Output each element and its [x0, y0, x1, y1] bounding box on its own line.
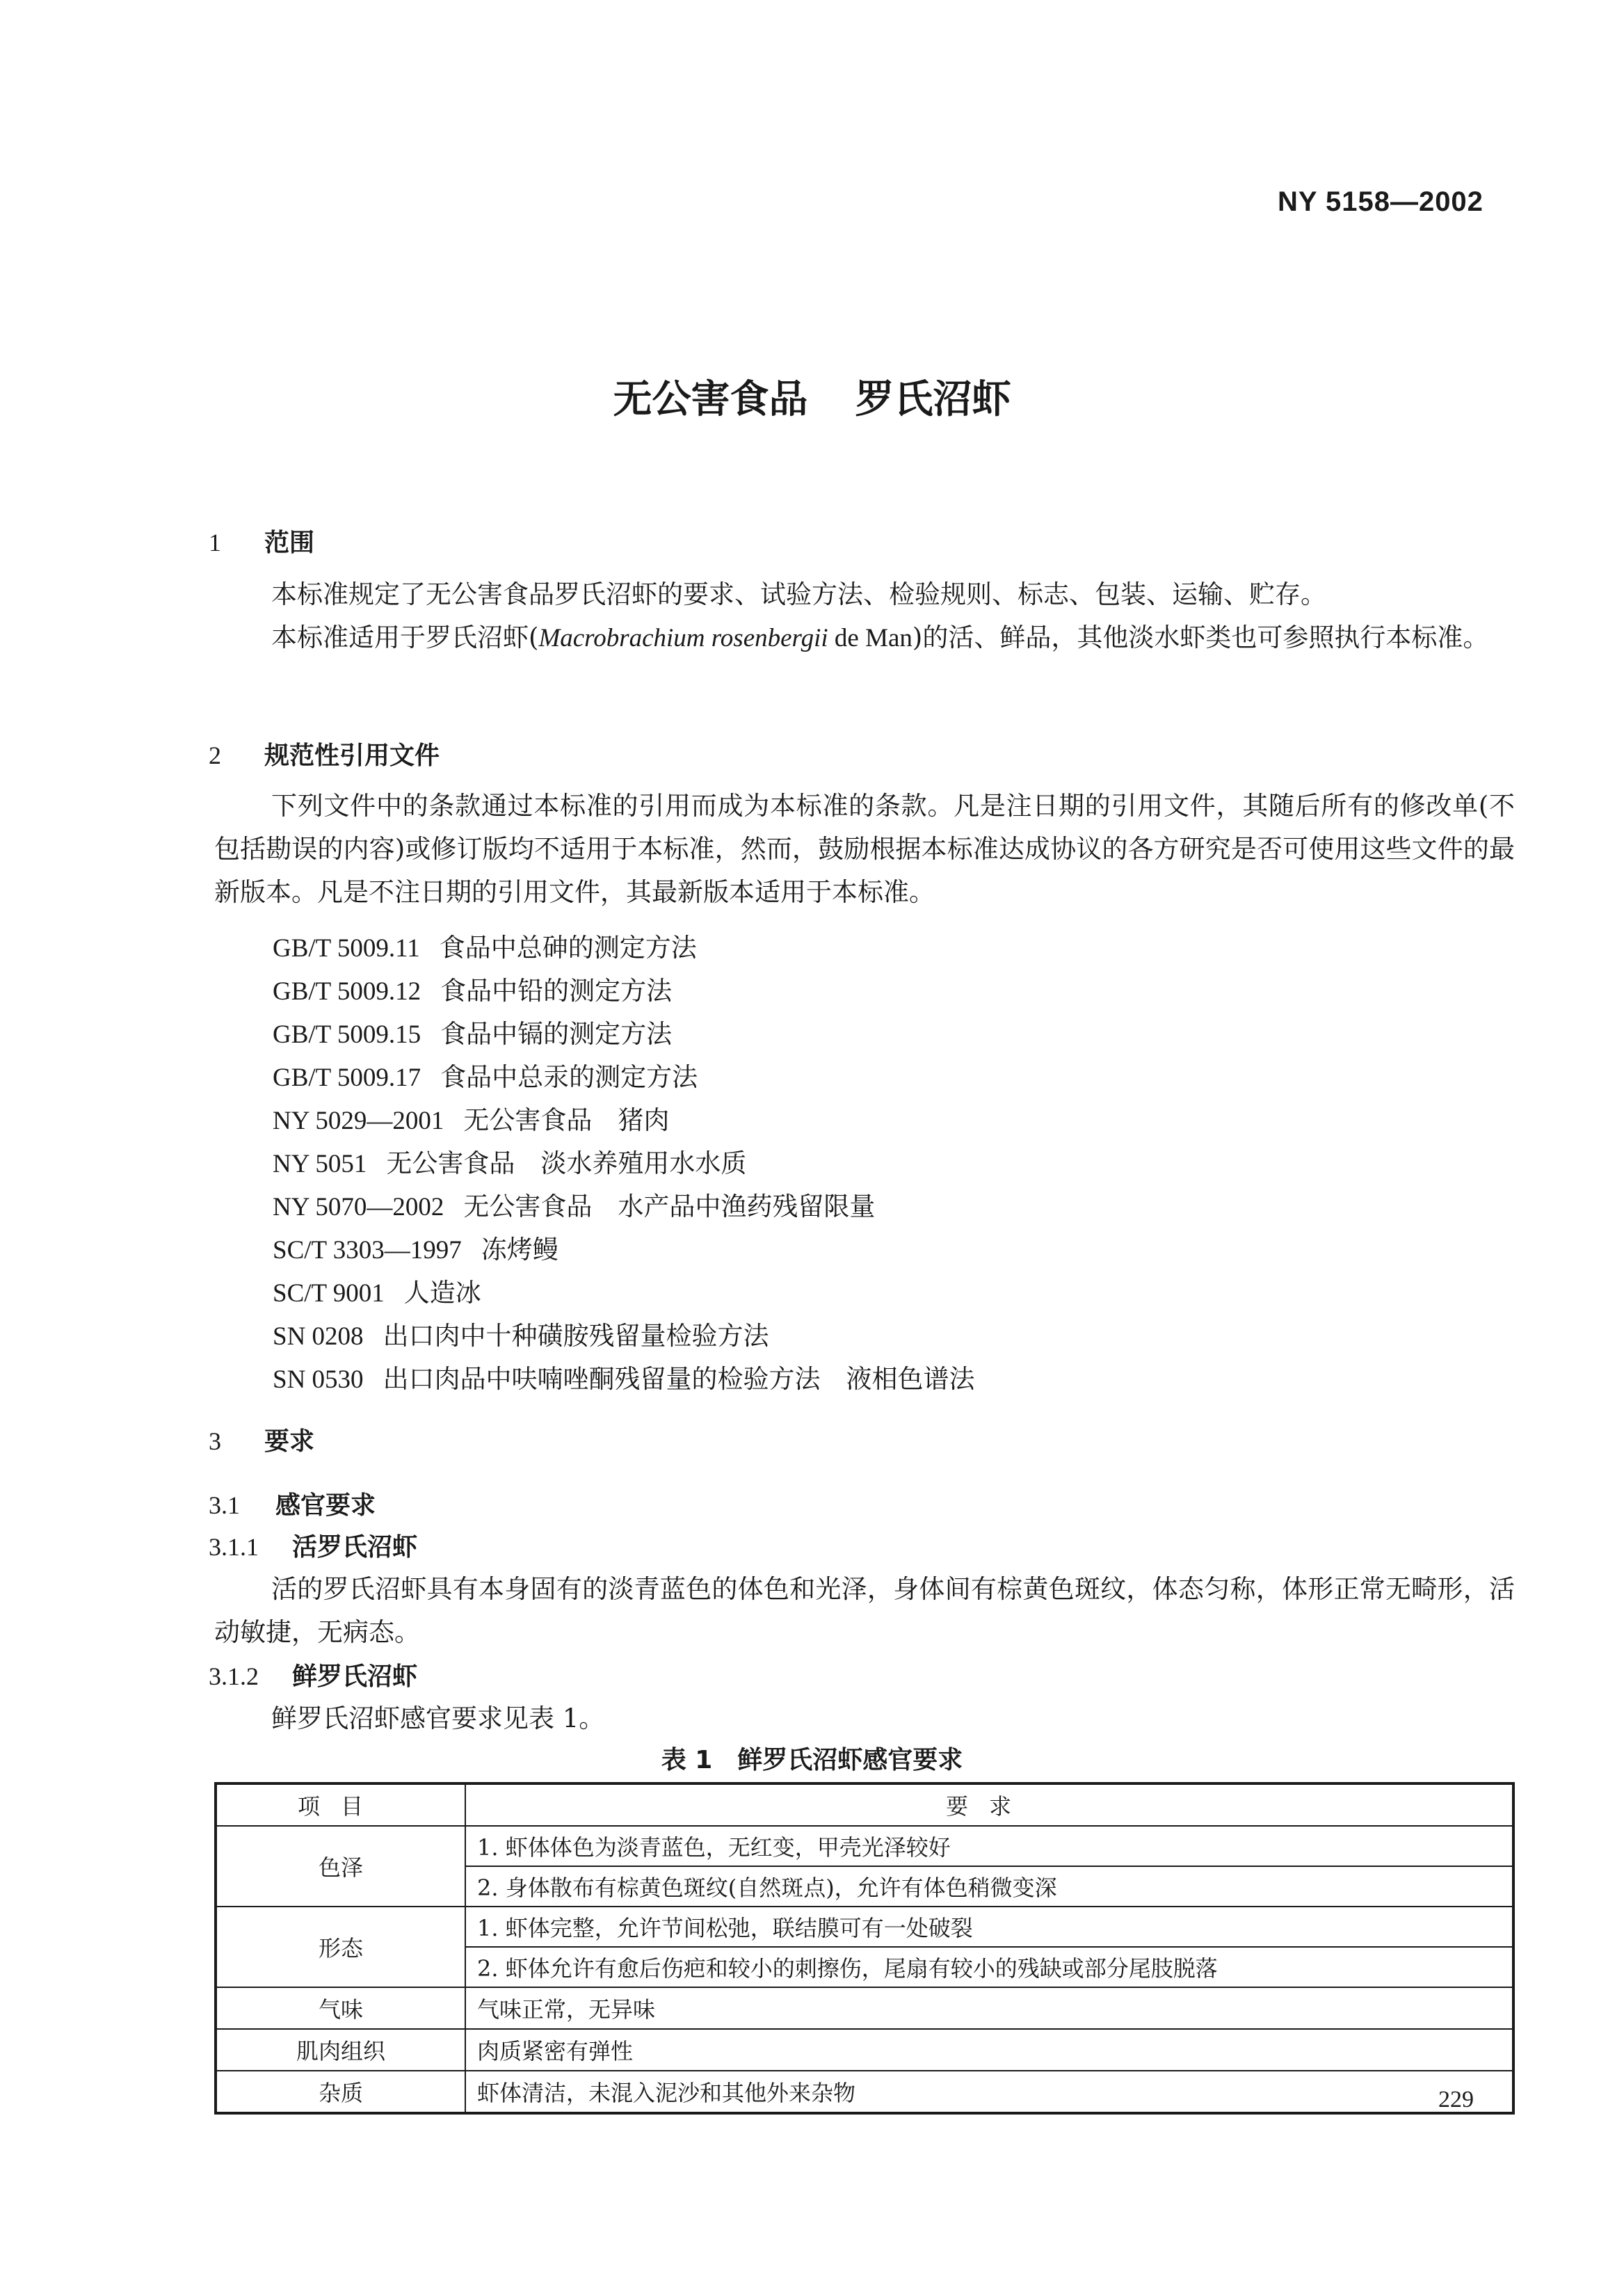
reference-item: [273, 970, 672, 1007]
reference-name: 食品中总汞的测定方法: [440, 1062, 698, 1092]
section-3-1-heading: [209, 1486, 376, 1521]
table-header-row: [216, 1783, 1513, 1826]
reference-code: GB/T 5009.15: [273, 1020, 421, 1049]
standard-number: NY 5158—2002: [1278, 186, 1484, 217]
section-3-1-1-paragraph: 活的罗氏沼虾具有本身固有的淡青蓝色的体色和光泽，身体间有棕黄色斑纹，体态匀称，体形正常无畸形，活动敏捷，无病态。: [214, 1574, 1515, 1647]
row-requirement: 1. 虾体体色为淡青蓝色，无红变，甲壳光泽较好: [465, 1826, 1513, 1866]
section-1-paragraph-2: [214, 616, 1515, 660]
section-number: 3.1.2: [209, 1662, 259, 1690]
reference-name: 无公害食品 猪肉: [463, 1105, 670, 1135]
section-title: 活罗氏沼虾: [292, 1533, 418, 1562]
row-requirement: 2. 虾体允许有愈后伤疤和较小的刺擦伤，尾扇有较小的残缺或部分尾肢脱落: [465, 1947, 1513, 1987]
row-requirement: 1. 虾体完整，允许节间松弛，联结膜可有一处破裂: [465, 1907, 1513, 1947]
reference-item: [273, 1099, 669, 1137]
reference-name: 无公害食品 水产品中渔药残留限量: [463, 1192, 876, 1221]
row-requirement: 气味正常，无异味: [465, 1987, 1513, 2029]
section-2-heading: [209, 736, 440, 771]
table-row: [216, 2029, 1513, 2071]
section-3-1-2-heading: [209, 1657, 417, 1692]
section-1-paragraph-1: 本标准规定了无公害食品罗氏沼虾的要求、试验方法、检验规则、标志、包装、运输、贮存。: [271, 579, 1326, 609]
section-number: 3.1.1: [209, 1533, 259, 1561]
section-2-paragraph: 下列文件中的条款通过本标准的引用而成为本标准的条款。凡是注日期的引用文件，其随后所有的修改单(不包括勘误的内容)或修订版均不适用于本标准，然而，鼓励根据本标准达成协议的各方研究是否可使用这些文件的最新版本。凡是不注日期的引用文件，其最新版本适用于本标准。: [214, 791, 1515, 907]
reference-code: NY 5070—2002: [273, 1193, 444, 1221]
section-title: 鲜罗氏沼虾: [292, 1662, 418, 1691]
title-part-1: 无公害食品: [613, 377, 808, 422]
reference-item: [273, 1142, 746, 1180]
scope-text-after: )的活、鲜品，其他淡水虾类也可参照执行本标准。: [912, 623, 1489, 652]
reference-code: GB/T 5009.17: [273, 1064, 421, 1092]
reference-name: 食品中镉的测定方法: [440, 1019, 673, 1049]
table-row: [216, 1826, 1513, 1866]
reference-code: SN 0208: [273, 1322, 364, 1351]
row-requirement: 肉质紧密有弹性: [465, 2029, 1513, 2071]
table-row: [216, 1987, 1513, 2029]
row-item: 色泽: [216, 1826, 465, 1907]
page-number: 229: [1438, 2087, 1474, 2112]
header-item: 项目: [216, 1783, 465, 1826]
title-part-2: 罗氏沼虾: [855, 377, 1011, 422]
species-author: de Man: [828, 624, 913, 652]
table-1-caption: [0, 1740, 1624, 1776]
header-requirement: 要求: [465, 1783, 1513, 1826]
row-item: 形态: [216, 1907, 465, 1987]
reference-name: 出口肉品中呋喃唑酮残留量的检验方法 液相色谱法: [383, 1364, 975, 1394]
row-item: 气味: [216, 1987, 465, 2029]
row-item: 杂质: [216, 2071, 465, 2113]
section-title: 范围: [264, 529, 315, 557]
reference-name: 无公害食品 淡水养殖用水水质: [386, 1148, 747, 1178]
reference-item: [273, 1013, 672, 1050]
row-item: 肌肉组织: [216, 2029, 465, 2071]
reference-code: SC/T 9001: [273, 1279, 385, 1308]
reference-name: 食品中铅的测定方法: [440, 976, 673, 1006]
section-3-1-1-heading: [209, 1527, 417, 1563]
section-number: 3.1: [209, 1491, 240, 1519]
reference-code: GB/T 5009.11: [273, 934, 420, 963]
section-title: 规范性引用文件: [264, 741, 440, 770]
reference-item: [273, 927, 697, 964]
section-number: 2: [209, 741, 221, 769]
sensory-requirements-table: [214, 1782, 1515, 2115]
reference-name: 食品中总砷的测定方法: [439, 933, 697, 963]
section-title: 感官要求: [275, 1491, 376, 1520]
reference-code: NY 5029—2001: [273, 1107, 444, 1135]
reference-code: SN 0530: [273, 1365, 364, 1394]
table-row: [216, 2071, 1513, 2113]
table-caption-text: 鲜罗氏沼虾感官要求: [737, 1746, 963, 1774]
reference-name: 冻烤鳗: [481, 1235, 558, 1265]
section-3-1-2-paragraph: 鲜罗氏沼虾感官要求见表 1。: [271, 1703, 605, 1733]
reference-code: GB/T 5009.12: [273, 977, 421, 1006]
scope-text-before: 本标准适用于罗氏沼虾(: [271, 623, 539, 652]
species-latin-name: Macrobrachium rosenbergii: [538, 624, 828, 652]
reference-item: [273, 1315, 769, 1352]
table-caption-number: 表 1: [661, 1746, 713, 1774]
reference-name: 人造冰: [403, 1278, 481, 1308]
reference-code: SC/T 3303—1997: [273, 1236, 462, 1265]
section-1-heading: [209, 523, 314, 559]
section-3-heading: [209, 1422, 314, 1457]
table-row: [216, 1907, 1513, 1947]
row-requirement: 虾体清洁，未混入泥沙和其他外来杂物: [465, 2071, 1513, 2113]
reference-item: [273, 1185, 875, 1223]
section-number: 1: [209, 529, 221, 556]
section-number: 3: [209, 1427, 221, 1455]
reference-code: NY 5051: [273, 1150, 367, 1178]
reference-name: 出口肉中十种磺胺残留量检验方法: [383, 1321, 769, 1351]
reference-item: [273, 1056, 698, 1093]
document-title: [0, 369, 1624, 424]
reference-item: [273, 1272, 481, 1309]
reference-item: [273, 1358, 975, 1395]
row-requirement: 2. 身体散布有棕黄色斑纹(自然斑点)，允许有体色稍微变深: [465, 1866, 1513, 1907]
section-title: 要求: [264, 1427, 315, 1456]
reference-item: [273, 1228, 558, 1266]
